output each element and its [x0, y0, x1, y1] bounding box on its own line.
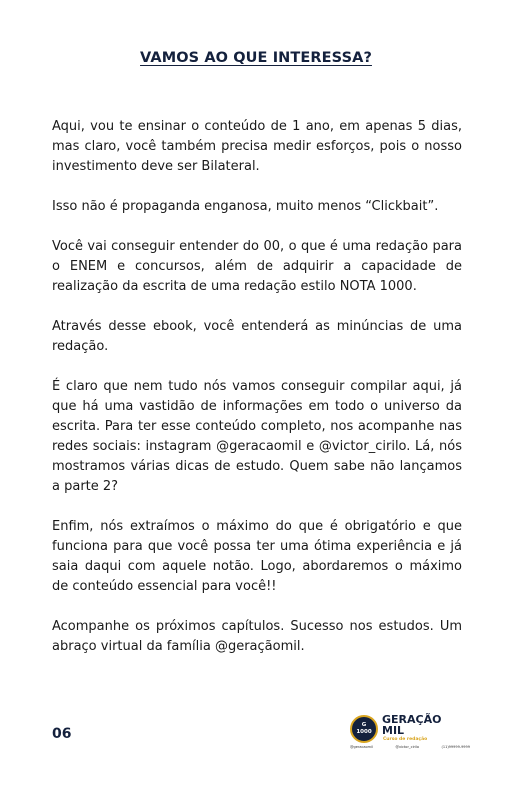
- page-title: VAMOS AO QUE INTERESSA?: [140, 50, 372, 66]
- body-text: [52, 117, 462, 677]
- paragraph: É claro que nem tudo nós vamos conseguir compilar aqui, já que há uma vastidão de informações em todo o universo da escrita. Para ter esse conteúdo completo, nos acompanhe nas redes sociais: instagram @geracaomil e @victor_cirilo. Lá, nós mostramos várias dicas de estudo. Quem sabe não lançamos a parte 2?: [52, 379, 462, 494]
- logo-badge-line: G: [361, 722, 367, 728]
- logo-name-line: MIL: [382, 724, 405, 737]
- logo-badge-line: 1000: [356, 729, 372, 735]
- logo-handle: @victor_cirilo: [395, 745, 420, 749]
- logo-handles: [350, 745, 470, 749]
- logo-handle: (11)99999-9999: [441, 745, 470, 749]
- logo-name: [382, 714, 441, 736]
- page-number: 06: [52, 726, 72, 742]
- logo-handle: @geracaomil: [350, 745, 374, 749]
- logo-tagline: Curso de redação: [383, 737, 428, 742]
- paragraph: Através desse ebook, você entenderá as minúncias de uma redação.: [52, 319, 462, 354]
- paragraph: Isso não é propaganda enganosa, muito menos “Clickbait”.: [52, 199, 439, 214]
- paragraph: Aqui, vou te ensinar o conteúdo de 1 ano, em apenas 5 dias, mas claro, você também precisa medir esforços, pois o nosso investimento deve ser Bilateral.: [52, 119, 462, 174]
- paragraph: Você vai conseguir entender do 00, o que é uma redação para o ENEM e concursos, além de adquirir a capacidade de realização da escrita de uma redação estilo NOTA 1000.: [52, 239, 462, 294]
- brand-logo: [350, 712, 470, 752]
- paragraph: Enfim, nós extraímos o máximo do que é obrigatório e que funciona para que você possa ter uma ótima experiência e já saia daqui com aquele notão. Logo, abordaremos o máximo de conteúdo essencial para você!!: [52, 519, 462, 594]
- logo-name-line: GERAÇÃO: [382, 713, 442, 726]
- paragraph: Acompanhe os próximos capítulos. Sucesso nos estudos. Um abraço virtual da família @geraçãomil.: [52, 619, 462, 654]
- logo-badge-icon: [350, 715, 378, 743]
